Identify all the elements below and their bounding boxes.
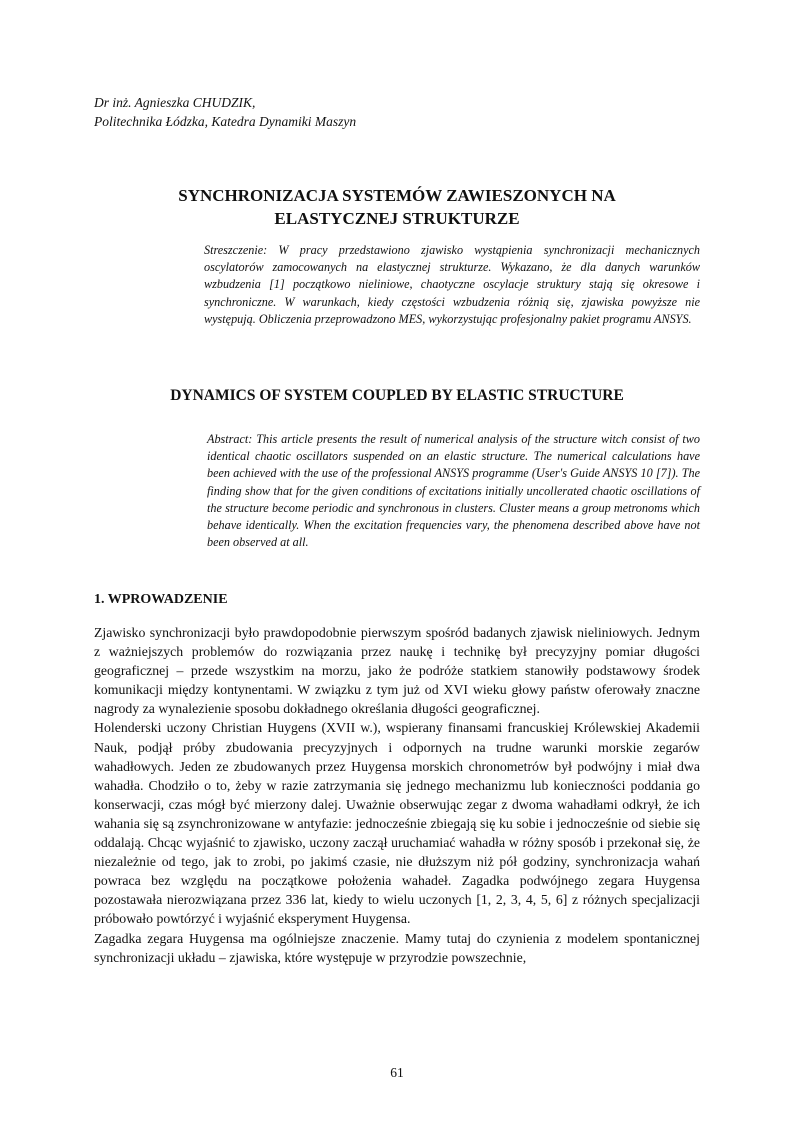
author-block [94, 93, 356, 131]
english-title: DYNAMICS OF SYSTEM COUPLED BY ELASTIC STRUCTURE [170, 387, 624, 404]
paper-title-line-1: SYNCHRONIZACJA SYSTEMÓW ZAWIESZONYCH NA [178, 186, 616, 205]
body-paragraph-3: Zagadka zegara Huygensa ma ogólniejsze znaczenie. Mamy tutaj do czynienia z modelem spontanicznej synchronizacji układu – zjawiska, które występuje w przyrodzie powszechnie, [94, 930, 700, 965]
paper-title [60, 184, 734, 230]
section-heading: 1. WPROWADZENIE [94, 592, 228, 607]
body-paragraph-1: Zjawisko synchronizacji było prawdopodobnie pierwszym spośród badanych zjawisk nieliniowych. Jednym z ważniejszych problemów do rozwiązania przez naukę i technikę był precyzyjny pomiar długości geograficznej – przede wszystkim na morzu, jako że podróże statkiem stanowiły podstawowy środek komunikacji między kontynentami. W związku z tym już od XVI wieku głowy państw oferowały znaczne nagrody za wynalezienie sposobu dokładnego określania długości geograficznej. [94, 625, 700, 717]
author-name: Dr inż. Agnieszka CHUDZIK, [94, 95, 256, 110]
abstract-polish: Streszczenie: W pracy przedstawiono zjawisko wystąpienia synchronizacji mechanicznych oscylatorów zamocowanych na elastycznej strukturze. Wykazano, że dla danych warunków wzbudzenia [1] początkowo nieliniowe, chaotyczne oscylacje struktury stają się okresowe i synchroniczne. W warunkach, kiedy częstości wzbudzenia różnią się, zjawiska powyższe nie występują. Obliczenia przeprowadzono MES, wykorzystując profesjonalny pakiet programu ANSYS. [204, 243, 700, 326]
abstract-english: Abstract: This article presents the result of numerical analysis of the structure witch consist of two identical chaotic oscillators suspended on an elastic structure. The numerical calculations have been achieved with the use of the professional ANSYS programme (User's Guide ANSYS 10 [7]). The finding show that for the given conditions of excitations initially uncollerated chaotic oscillations of the structure become periodic and synchronous in clusters. Cluster means a group metronoms which behave identically. When the excitation frequencies vary, the phenomena described above have not been observed at all. [207, 432, 700, 550]
section-body [94, 623, 700, 967]
page-number: 61 [390, 1065, 404, 1080]
author-affiliation: Politechnika Łódzka, Katedra Dynamiki Maszyn [94, 114, 357, 129]
paper-title-line-2: ELASTYCZNEJ STRUKTURZE [274, 209, 520, 228]
body-paragraph-2: Holenderski uczony Christian Huygens (XVII w.), wspierany finansami francuskiej Królewskiej Akademii Nauk, podjął próby zbudowania precyzyjnych i odpornych na trudne warunki morskie zegarów wahadłowych. Jeden ze zbudowanych przez Huygensa morskich chronometrów był podwójny i miał dwa wahadła. Chodziło o to, żeby w razie zatrzymania się jednego mechanizmu lub konieczności poddania go konserwacji, czas mógł być mierzony dalej. Uważnie obserwując zegar z dwoma wahadłami odkrył, że ich wahania się są zsynchronizowane w antyfazie: jednocześnie zbiegają się ku sobie i jednocześnie od siebie się oddalają. Chcąc wyjaśnić to zjawisko, uczony zaczął uruchamiać wahadła w różny sposób i przekonał się, że niezależnie od tego, jak to zrobi, po jakimś czasie, nie dłuższym niż pół godziny, synchronizacja wahań powraca bez względu na początkowe położenia wahadeł. Zagadka podwójnego zegara Huygensa pozostawała nierozwiązana przez 336 lat, kiedy to wielu uczonych [1, 2, 3, 4, 5, 6] z różnych specjalizacji próbowało powtórzyć i wyjaśnić eksperyment Huygensa. [94, 720, 700, 927]
